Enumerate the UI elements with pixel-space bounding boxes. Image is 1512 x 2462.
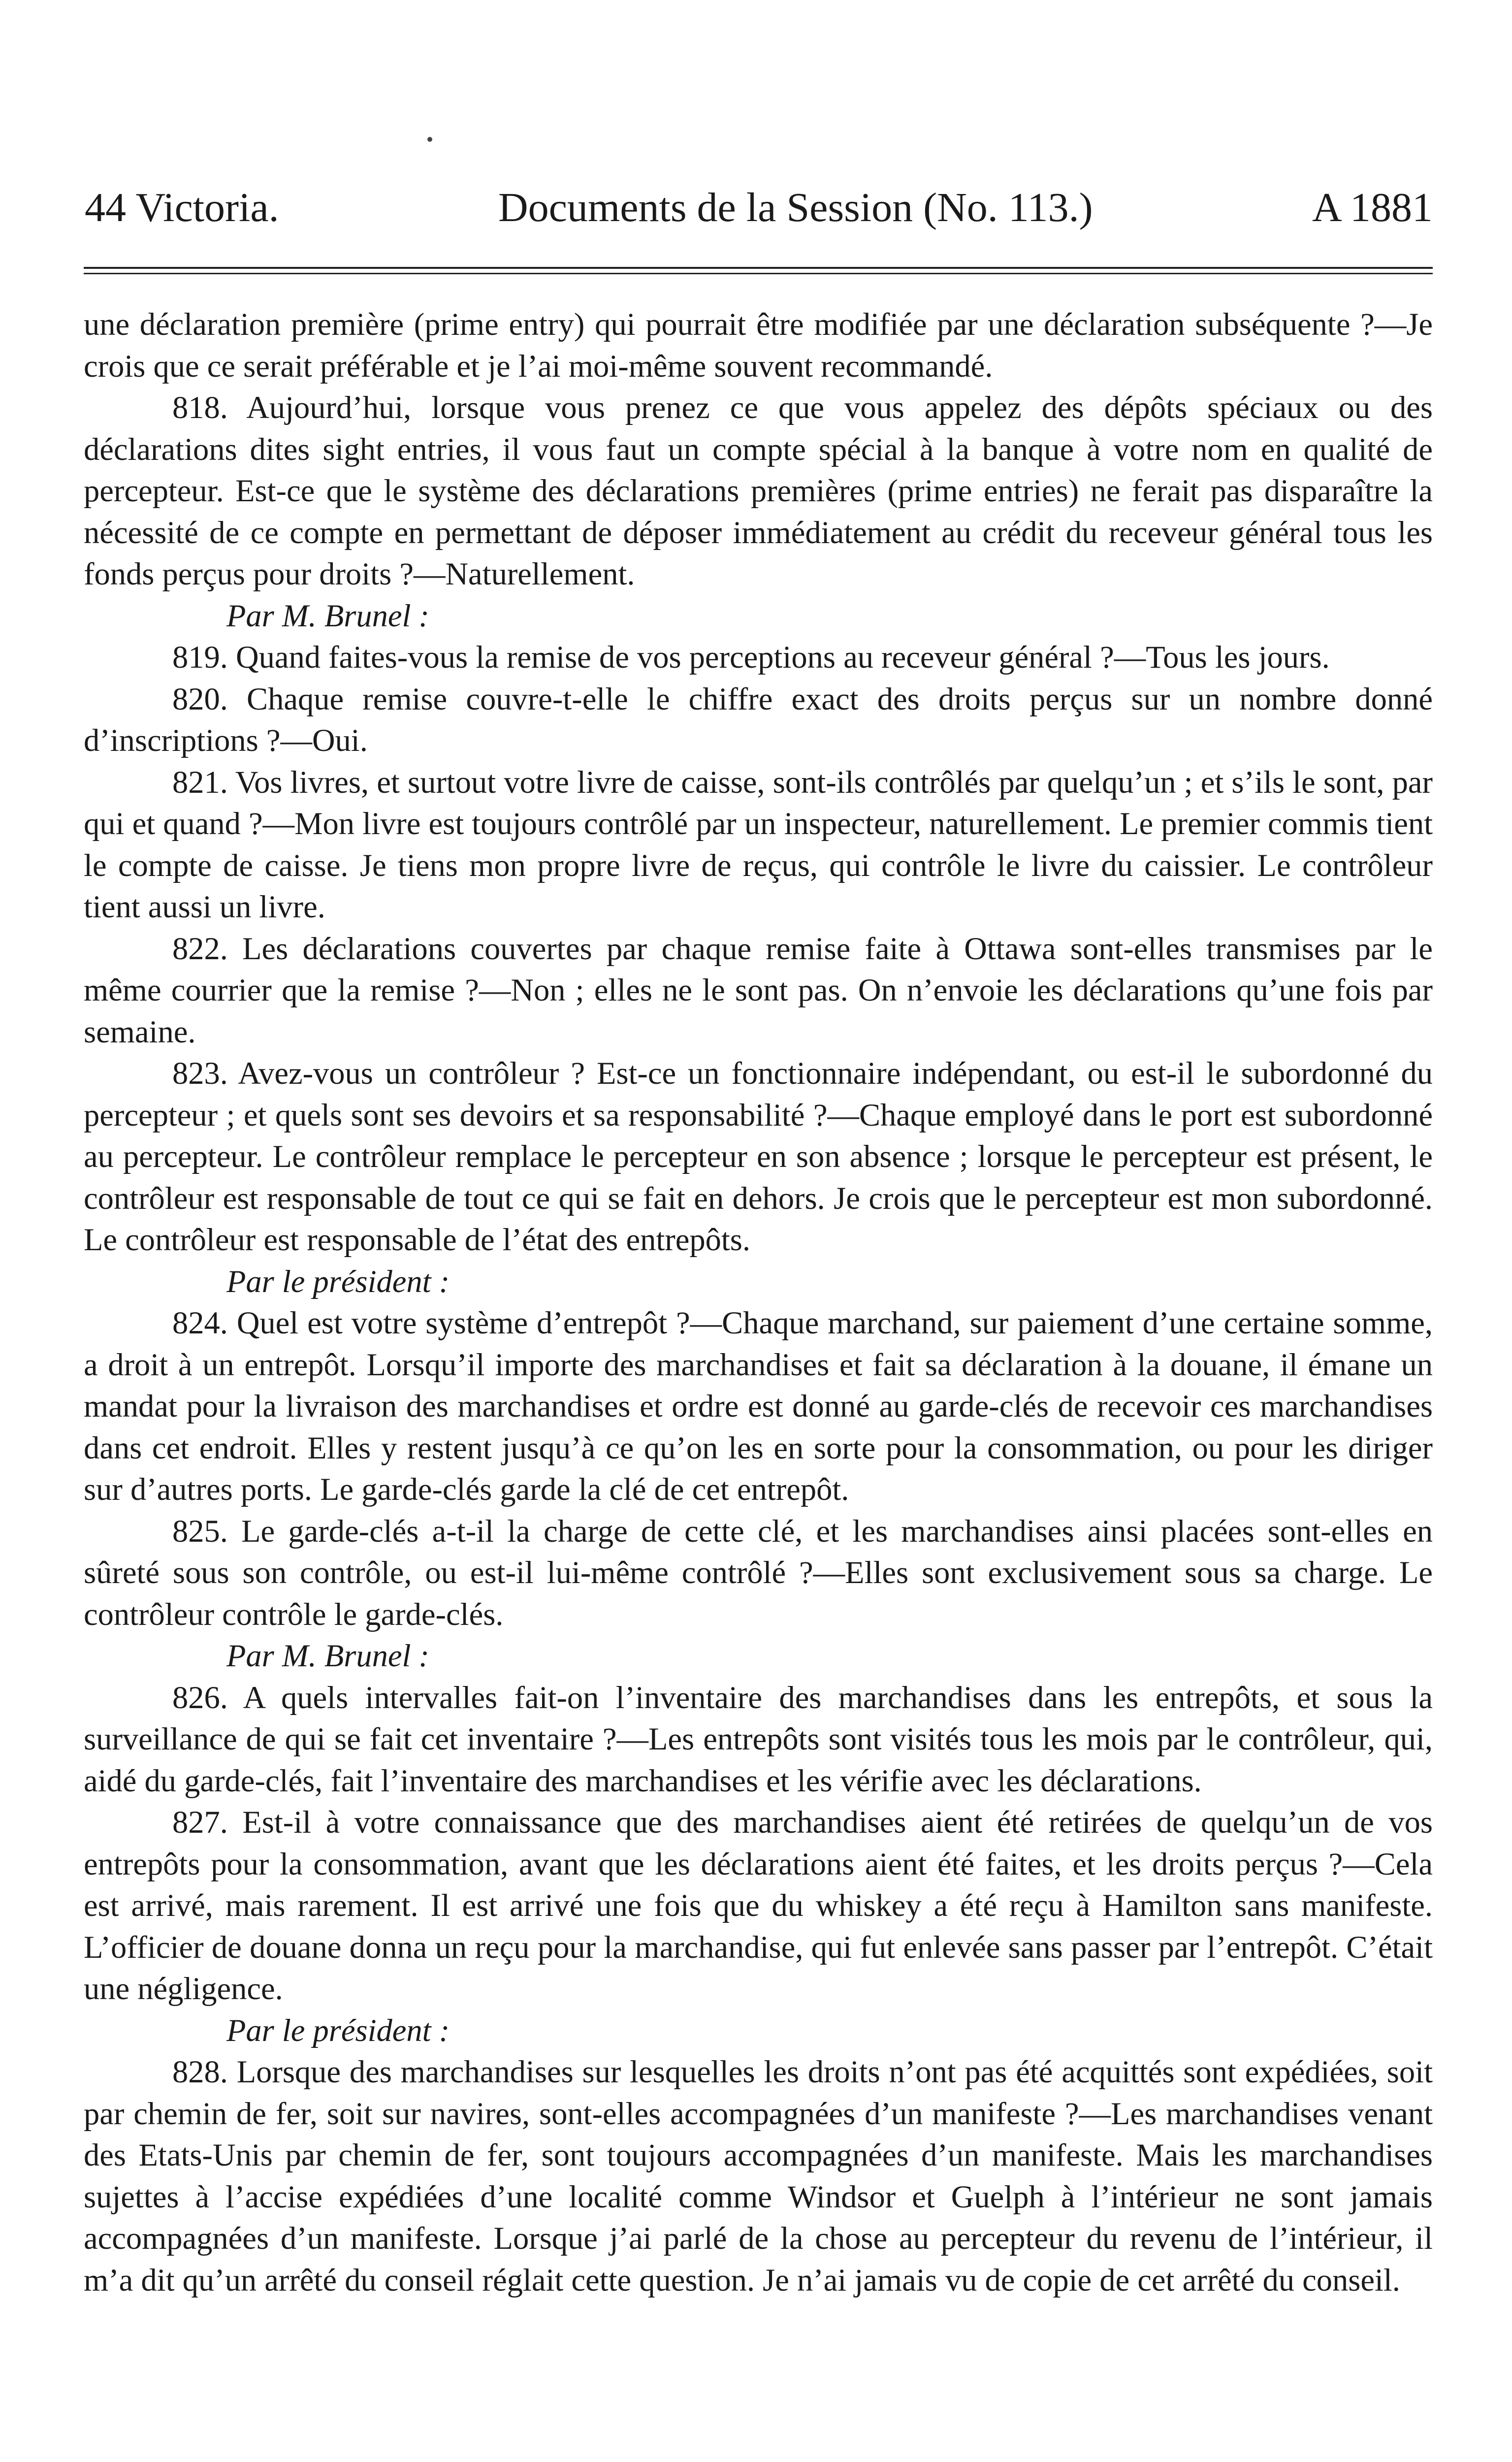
speaker-heading: Par le président : — [226, 2012, 450, 2048]
paragraph: 827. Est-il à votre connaissance que des marchandises aient été retirées de quelqu’un de vos entrepôts pour la consommation, avant que les déclarations aient été faites, et les droits perçus ?—Cela est arrivé, mais rarement. Il est arrivé une fois que du whiskey a été reçu à Hamilton sans manifeste. L’officier de douane donna un reçu pour la marchandise, qui fut enlevée sans passer par l’entrepôt. C’était une négligence. — [84, 1805, 1433, 2006]
question-number: 826. — [172, 1680, 228, 1715]
question-number: 822. — [172, 931, 228, 966]
paragraph: 828. Lorsque des marchandises sur lesquelles les droits n’ont pas été acquittés sont expédiées, soit par chemin de fer, soit sur navires, sont-elles accompagnées d’un manifeste ?—Les marchandises venant des Etats-Unis par chemin de fer, sont toujours accompagnées d’un manifeste. Mais les marchandises sujettes à l’accise expédiées d’une localité comme Windsor et Guelph à l’intérieur ne sont jamais accompagnées d’un manifeste. Lorsque j’ai parlé de la chose au percepteur du revenu de l’intérieur, il m’a dit qu’un arrêté du conseil réglait cette question. Je n’ai jamais vu de copie de cet arrêté du conseil. — [84, 2054, 1433, 2298]
paragraph: 826. A quels intervalles fait-on l’inventaire des marchandises dans les entrepôts, et sous la surveillance de qui se fait cet inventaire ?—Les entrepôts sont visités tous les mois par le contrôleur, qui, aidé du garde-clés, fait l’inventaire des marchandises et les vérifie avec les déclarations. — [84, 1680, 1433, 1798]
question-number: 824. — [172, 1305, 228, 1340]
paragraph: 823. Avez-vous un contrôleur ? Est-ce un fonctionnaire indépendant, ou est-il le subordonné du percepteur ; et quels sont ses devoirs et sa responsabilité ?—Chaque employé dans le port est subordonné au percepteur. Le contrôleur remplace le percepteur en son absence ; lorsque le percepteur est présent, le contrôleur est responsable de tout ce qui se fait en dehors. Je crois que le percepteur est mon subordonné. Le contrôleur est responsable de l’état des entrepôts. — [84, 1056, 1433, 1257]
header-center: Documents de la Session (No. 113.) — [498, 185, 1093, 230]
paragraph: 824. Quel est votre système d’entrepôt ?—Chaque marchand, sur paiement d’une certaine somme, a droit à un entrepôt. Lorsqu’il importe des marchandises et fait sa déclaration à la douane, il émane un mandat pour la livraison des marchandises et ordre est donné au garde-clés de recevoir ces marchandises dans cet endroit. Elles y restent jusqu’à ce qu’on les en sorte pour la consommation, ou pour les diriger sur d’autres ports. Le garde-clés garde la clé de cet entrepôt. — [84, 1305, 1433, 1507]
running-header — [84, 187, 1433, 228]
header-rule-second — [84, 273, 1433, 274]
speaker-heading: Par le président : — [226, 1263, 450, 1299]
question-number: 820. — [172, 681, 228, 716]
speaker-heading: Par M. Brunel : — [226, 598, 430, 633]
header-rule — [84, 267, 1433, 269]
document-body — [84, 304, 1433, 2301]
paragraph: 820. Chaque remise couvre-t-elle le chiffre exact des droits perçus sur un nombre donné d’inscriptions ?—Oui. — [84, 681, 1433, 758]
speaker-heading: Par M. Brunel : — [226, 1638, 430, 1673]
paragraph: 825. Le garde-clés a-t-il la charge de cette clé, et les marchandises ainsi placées sont-elles en sûreté sous son contrôle, ou est-il lui-même contrôlé ?—Elles sont exclusivement sous sa charge. Le contrôleur contrôle le garde-clés. — [84, 1513, 1433, 1632]
page — [84, 187, 1433, 2301]
header-left: 44 Victoria. — [85, 185, 279, 230]
question-number: 828. — [172, 2054, 228, 2089]
question-number: 825. — [172, 1513, 228, 1549]
question-number: 819. — [172, 640, 228, 675]
paragraph: une déclaration première (prime entry) qui pourrait être modifiée par une déclaration subséquente ?—Je crois que ce serait préférable et je l’ai moi-même souvent recommandé. — [84, 307, 1433, 384]
header-right: A 1881 — [1312, 185, 1433, 230]
question-number: 827. — [172, 1805, 228, 1840]
question-number: 818. — [172, 390, 228, 425]
paragraph: 821. Vos livres, et surtout votre livre de caisse, sont-ils contrôlés par quelqu’un ; et s’ils le sont, par qui et quand ?—Mon livre est toujours contrôlé par un inspecteur, naturellement. Le premier commis tient le compte de caisse. Je tiens mon propre livre de reçus, qui contrôle le livre du caissier. Le contrôleur tient aussi un livre. — [84, 764, 1433, 924]
paragraph: 819. Quand faites-vous la remise de vos perceptions au receveur général ?—Tous les jours. — [172, 640, 1330, 675]
question-number: 821. — [172, 764, 228, 800]
paragraph: 822. Les déclarations couvertes par chaque remise faite à Ottawa sont-elles transmises par le même courrier que la remise ?—Non ; elles ne le sont pas. On n’envoie les déclarations qu’une fois par semaine. — [84, 931, 1433, 1049]
stray-mark — [427, 137, 432, 142]
paragraph: 818. Aujourd’hui, lorsque vous prenez ce que vous appelez des dépôts spéciaux ou des déclarations dites sight entries, il vous faut un compte spécial à la banque à votre nom en qualité de percepteur. Est-ce que le système des déclarations premières (prime entries) ne ferait pas disparaître la nécessité de ce compte en permettant de déposer immédiatement au crédit du receveur général tous les fonds perçus pour droits ?—Naturellement. — [84, 390, 1433, 591]
question-number: 823. — [172, 1056, 228, 1091]
